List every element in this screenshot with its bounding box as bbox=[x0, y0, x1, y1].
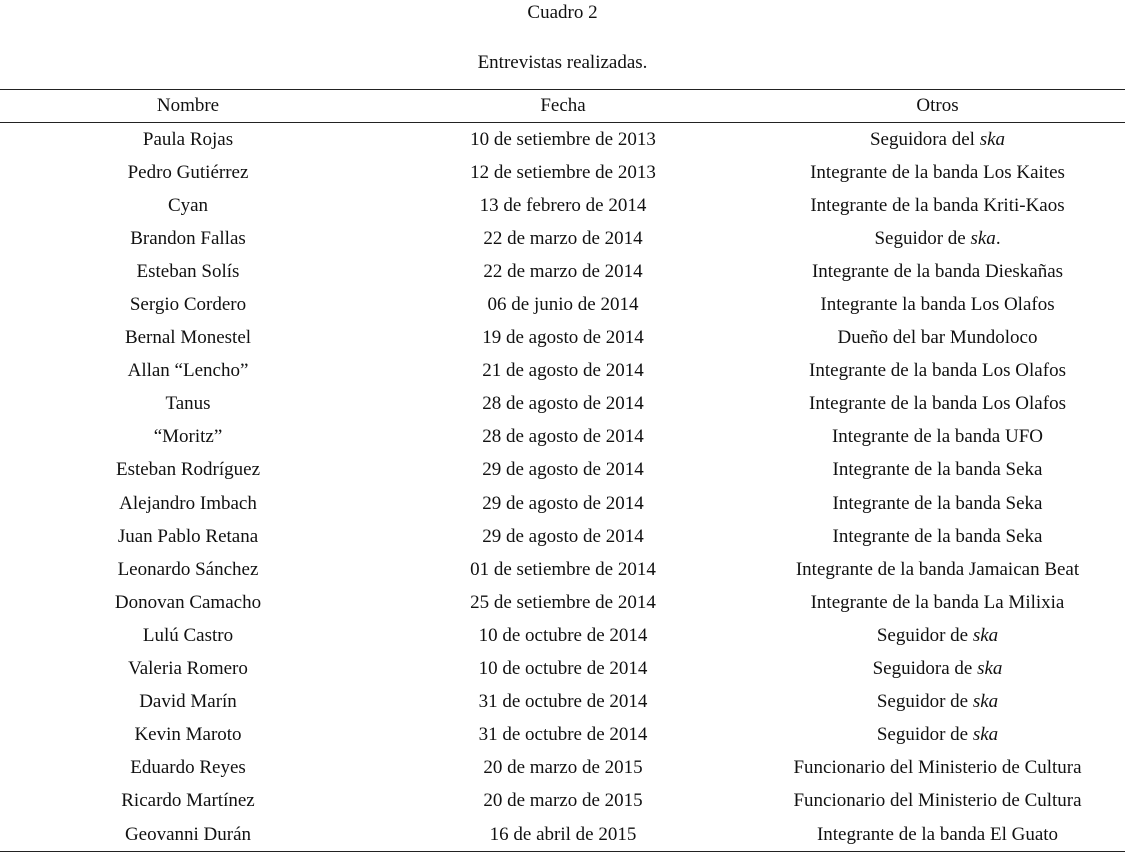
otros-text: Seguidor de bbox=[874, 227, 971, 249]
interviews-table bbox=[0, 89, 1125, 852]
cell-nombre: Juan Pablo Retana bbox=[117, 525, 259, 547]
otros-text: Integrante de la banda Dieskañas bbox=[811, 260, 1064, 282]
table-number-caption: Cuadro 2 bbox=[527, 2, 598, 23]
otros-text: Integrante de la banda Los Olafos bbox=[809, 360, 1066, 382]
table-row bbox=[0, 487, 1125, 520]
otros-text: Seguidor de bbox=[876, 724, 973, 746]
cell-nombre: Geovanni Durán bbox=[124, 823, 252, 845]
table-row bbox=[0, 686, 1125, 719]
cell-nombre: Tanus bbox=[165, 393, 211, 415]
otros-text: Seguidor de bbox=[876, 691, 973, 713]
otros-text: Integrante de la banda UFO bbox=[831, 426, 1044, 448]
table-title-caption: Entrevistas realizadas. bbox=[477, 52, 648, 73]
otros-text: Integrante de la banda Seka bbox=[832, 525, 1043, 547]
cell-fecha: 31 de octubre de 2014 bbox=[478, 724, 648, 746]
cell-fecha: 12 de setiembre de 2013 bbox=[470, 161, 656, 183]
cell-nombre: Lulú Castro bbox=[142, 624, 234, 646]
cell-otros bbox=[750, 653, 1125, 686]
cell-otros bbox=[750, 156, 1125, 189]
cell-otros bbox=[750, 520, 1125, 553]
cell-nombre: Ricardo Martínez bbox=[121, 790, 255, 812]
otros-italic-text: ska bbox=[979, 128, 1006, 150]
table-row bbox=[0, 156, 1125, 189]
cell-fecha: 19 de agosto de 2014 bbox=[482, 327, 644, 349]
cell-fecha: 10 de octubre de 2014 bbox=[478, 624, 648, 646]
table-row bbox=[0, 123, 1125, 157]
cell-fecha: 06 de junio de 2014 bbox=[487, 294, 639, 316]
table-row bbox=[0, 255, 1125, 288]
otros-text: Integrante de la banda Seka bbox=[832, 492, 1043, 514]
cell-nombre: Allan “Lencho” bbox=[127, 360, 249, 382]
cell-otros bbox=[750, 222, 1125, 255]
cell-otros bbox=[750, 123, 1125, 157]
table-body bbox=[0, 123, 1125, 852]
cell-otros bbox=[750, 785, 1125, 818]
cell-nombre: Kevin Maroto bbox=[134, 724, 242, 746]
cell-fecha: 28 de agosto de 2014 bbox=[482, 426, 644, 448]
table-row bbox=[0, 619, 1125, 652]
cell-fecha: 22 de marzo de 2014 bbox=[483, 227, 643, 249]
cell-nombre: Paula Rojas bbox=[142, 128, 234, 150]
cell-otros bbox=[750, 454, 1125, 487]
cell-otros bbox=[750, 719, 1125, 752]
cell-otros bbox=[750, 322, 1125, 355]
cell-otros bbox=[750, 619, 1125, 652]
otros-text: Dueño del bar Mundoloco bbox=[837, 327, 1038, 349]
cell-otros bbox=[750, 255, 1125, 288]
cell-fecha: 21 de agosto de 2014 bbox=[482, 360, 644, 382]
table-row bbox=[0, 322, 1125, 355]
cell-fecha: 10 de setiembre de 2013 bbox=[470, 128, 656, 150]
otros-text: Integrante de la banda La Milixia bbox=[810, 591, 1065, 613]
cell-nombre: David Marín bbox=[139, 691, 237, 713]
otros-italic-text: ska bbox=[972, 624, 999, 646]
table-row bbox=[0, 653, 1125, 686]
cell-otros bbox=[750, 388, 1125, 421]
cell-fecha: 10 de octubre de 2014 bbox=[478, 658, 648, 680]
otros-italic-text: ska bbox=[977, 658, 1003, 680]
cell-otros bbox=[750, 355, 1125, 388]
table-row bbox=[0, 752, 1125, 785]
header-otros: Otros bbox=[916, 95, 959, 116]
otros-text: Integrante la banda Los Olafos bbox=[820, 294, 1055, 316]
cell-fecha: 25 de setiembre de 2014 bbox=[470, 591, 656, 613]
cell-otros bbox=[750, 818, 1125, 852]
otros-text: Integrante de la banda El Guato bbox=[816, 823, 1059, 845]
cell-nombre: Donovan Camacho bbox=[114, 591, 262, 613]
table-row bbox=[0, 719, 1125, 752]
cell-fecha: 28 de agosto de 2014 bbox=[482, 393, 644, 415]
cell-fecha: 13 de febrero de 2014 bbox=[479, 194, 647, 216]
cell-otros bbox=[750, 686, 1125, 719]
table-row bbox=[0, 520, 1125, 553]
table-row bbox=[0, 454, 1125, 487]
table-header bbox=[0, 90, 1125, 123]
header-nombre: Nombre bbox=[156, 95, 220, 116]
otros-text: Funcionario del Ministerio de Cultura bbox=[793, 757, 1082, 779]
cell-nombre: Cyan bbox=[167, 194, 209, 216]
table-row bbox=[0, 189, 1125, 222]
table-row bbox=[0, 421, 1125, 454]
cell-fecha: 31 de octubre de 2014 bbox=[478, 691, 648, 713]
cell-nombre: Brandon Fallas bbox=[130, 227, 246, 249]
otros-text: Integrante de la banda Kriti-Kaos bbox=[810, 194, 1065, 216]
table-row bbox=[0, 288, 1125, 321]
cell-nombre: Bernal Monestel bbox=[124, 327, 252, 349]
table-row bbox=[0, 785, 1125, 818]
cell-fecha: 16 de abril de 2015 bbox=[489, 823, 637, 845]
cell-fecha: 29 de agosto de 2014 bbox=[482, 492, 644, 514]
cell-nombre: Esteban Rodríguez bbox=[115, 459, 261, 481]
cell-nombre: Alejandro Imbach bbox=[119, 492, 257, 514]
cell-nombre: Eduardo Reyes bbox=[130, 757, 246, 779]
cell-otros bbox=[750, 752, 1125, 785]
otros-italic-text: ska bbox=[972, 724, 999, 746]
otros-text: Integrante de la banda Los Olafos bbox=[809, 393, 1066, 415]
otros-text: Seguidor de bbox=[876, 624, 973, 646]
cell-nombre: Pedro Gutiérrez bbox=[127, 161, 249, 183]
table-row bbox=[0, 586, 1125, 619]
otros-text: Funcionario del Ministerio de Cultura bbox=[793, 790, 1082, 812]
cell-otros bbox=[750, 487, 1125, 520]
cell-otros bbox=[750, 288, 1125, 321]
cell-otros bbox=[750, 189, 1125, 222]
table-row bbox=[0, 388, 1125, 421]
cell-fecha: 29 de agosto de 2014 bbox=[482, 525, 644, 547]
otros-text: Integrante de la banda Seka bbox=[832, 459, 1043, 481]
cell-nombre: Sergio Cordero bbox=[129, 294, 247, 316]
otros-trailing-text: . bbox=[995, 227, 1001, 249]
cell-nombre: Esteban Solís bbox=[136, 260, 240, 282]
cell-fecha: 20 de marzo de 2015 bbox=[483, 790, 643, 812]
cell-otros bbox=[750, 553, 1125, 586]
otros-italic-text: ska bbox=[972, 691, 999, 713]
table-row bbox=[0, 818, 1125, 852]
header-fecha: Fecha bbox=[540, 95, 586, 116]
cell-nombre: “Moritz” bbox=[153, 426, 223, 448]
cell-nombre: Valeria Romero bbox=[128, 658, 248, 680]
table-row bbox=[0, 222, 1125, 255]
otros-italic-text: ska bbox=[970, 227, 996, 249]
table-row bbox=[0, 553, 1125, 586]
cell-fecha: 20 de marzo de 2015 bbox=[483, 757, 643, 779]
cell-fecha: 22 de marzo de 2014 bbox=[483, 260, 643, 282]
otros-text: Integrante de la banda Los Kaites bbox=[810, 161, 1065, 183]
cell-nombre: Leonardo Sánchez bbox=[117, 558, 259, 580]
otros-text: Seguidora del bbox=[869, 128, 980, 150]
otros-text: Integrante de la banda Jamaican Beat bbox=[795, 558, 1080, 580]
header-row bbox=[0, 90, 1125, 123]
cell-fecha: 01 de setiembre de 2014 bbox=[470, 558, 656, 580]
cell-fecha: 29 de agosto de 2014 bbox=[482, 459, 644, 481]
cell-otros bbox=[750, 586, 1125, 619]
cell-otros bbox=[750, 421, 1125, 454]
table-row bbox=[0, 355, 1125, 388]
otros-text: Seguidora de bbox=[872, 658, 978, 680]
